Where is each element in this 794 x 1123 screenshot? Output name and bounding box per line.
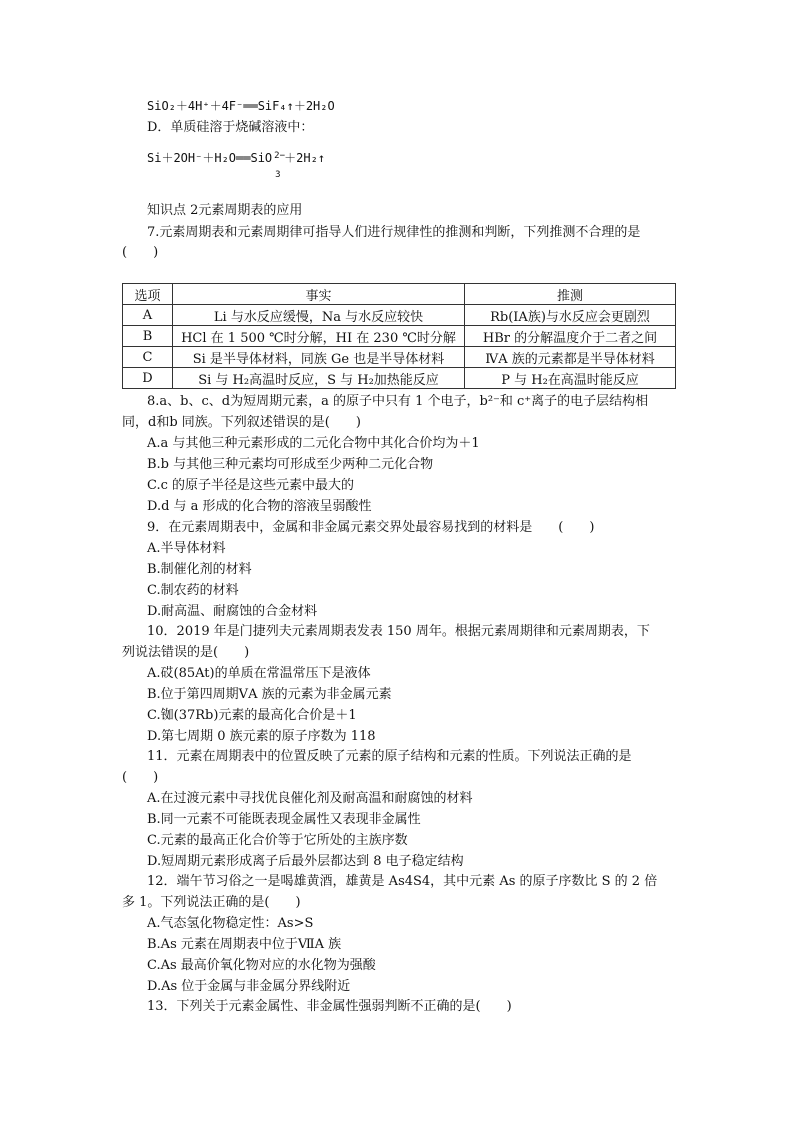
q11-stem-line2: ( ) — [122, 770, 159, 785]
q12-option-d: D.As 位于金属与非金属分界线附近 — [147, 979, 351, 994]
q9-stem-line1: 9．在元素周期表中，金属和非金属元素交界处最容易找到的材料是 ( ) — [147, 520, 595, 535]
table-row — [123, 305, 676, 326]
equation-d — [147, 150, 326, 180]
q11-option-d: D.短周期元素形成离子后最外层都达到 8 电子稳定结构 — [147, 854, 464, 869]
q8-stem-line1: 8.a、b、c、d为短周期元素，a 的原子中只有 1 个电子，b²⁻和 c⁺离子的电子层结构相 — [147, 394, 649, 409]
option-d-text: D．单质硅溶于烧碱溶液中： — [147, 120, 314, 135]
q10-option-c: C.铷(37Rb)元素的最高化合价是＋1 — [147, 708, 357, 723]
q9-option-c: C.制农药的材料 — [147, 583, 239, 598]
table-cell: B — [123, 326, 173, 347]
q11-stem-line1: 11．元素在周期表中的位置反映了元素的原子结构和元素的性质。下列说法正确的是 — [147, 749, 632, 764]
q13-stem-line1: 13．下列关于元素金属性、非金属性强弱判断不正确的是( ) — [147, 999, 512, 1014]
q8-option-c: C.c 的原子半径是这些元素中最大的 — [147, 478, 355, 493]
equation-d-right: ＋2H₂↑ — [284, 151, 326, 165]
section-title: 知识点 2元素周期表的应用 — [147, 203, 303, 218]
table-cell: Si 与 H₂高温时反应，S 与 H₂加热能反应 — [173, 368, 465, 389]
q12-stem-line1: 12．端午节习俗之一是喝雄黄酒，雄黄是 As4S4，其中元素 As 的原子序数比 S 的 2 倍 — [147, 874, 658, 889]
q7-stem-line1: 7.元素周期表和元素周期律可指导人们进行规律性的推测和判断，下列推测不合理的是 — [147, 225, 641, 240]
equation-c: SiO₂＋4H⁺＋4F⁻══SiF₄↑＋2H₂O — [147, 99, 335, 113]
equation-d-sub: 3 — [275, 170, 281, 180]
q8-option-d: D.d 与 a 形成的化合物的溶液呈弱酸性 — [147, 499, 372, 514]
q10-option-d: D.第七周期 0 族元素的原子序数为 118 — [147, 729, 376, 744]
q11-option-b: B.同一元素不可能既表现金属性又表现非金属性 — [147, 812, 421, 827]
table-cell: P 与 H₂在高温时能反应 — [465, 368, 676, 389]
equation-d-sup: 2− — [274, 151, 285, 161]
q8-option-b: B.b 与其他三种元素均可形成至少两种二元化合物 — [147, 457, 434, 472]
table-cell: Li 与水反应缓慢，Na 与水反应较快 — [173, 305, 465, 326]
q10-option-a: A.砹(85At)的单质在常温常压下是液体 — [147, 666, 371, 681]
table-row — [123, 326, 676, 347]
q12-option-c: C.As 最高价氧化物对应的水化物为强酸 — [147, 958, 376, 973]
q11-option-a: A.在过渡元素中寻找优良催化剂及耐高温和耐腐蚀的材料 — [147, 791, 473, 806]
q7-stem-line2: ( ) — [122, 245, 159, 260]
q9-option-a: A.半导体材料 — [147, 541, 226, 556]
equation-d-left: Si＋2OH⁻＋H₂O══SiO — [147, 151, 273, 165]
q8-stem-line2: 同，d和b 同族。下列叙述错误的是( ) — [122, 415, 361, 430]
table-cell: HCl 在 1 500 ℃时分解，HI 在 230 ℃时分解 — [173, 326, 465, 347]
q10-option-b: B.位于第四周期ⅤA 族的元素为非金属元素 — [147, 687, 392, 702]
q8-option-a: A.a 与其他三种元素形成的二元化合物中其化合价均为＋1 — [147, 436, 480, 451]
q12-stem-line2: 多 1。下列说法正确的是( ) — [122, 895, 301, 910]
table-cell: D — [123, 368, 173, 389]
q12-option-b: B.As 元素在周期表中位于ⅦA 族 — [147, 937, 342, 952]
table-header-cell: 选项 — [123, 284, 173, 305]
table-header-cell: 事实 — [173, 284, 465, 305]
table-header-row — [123, 284, 676, 305]
table-cell: Rb(ⅠA族)与水反应会更剧烈 — [465, 305, 676, 326]
table-cell: A — [123, 305, 173, 326]
q9-option-d: D.耐高温、耐腐蚀的合金材料 — [147, 604, 318, 619]
table-cell: Si 是半导体材料，同族 Ge 也是半导体材料 — [173, 347, 465, 368]
q11-option-c: C.元素的最高正化合价等于它所处的主族序数 — [147, 833, 408, 848]
q10-stem-line2: 列说法错误的是( ) — [122, 645, 250, 660]
table-header-cell: 推测 — [465, 284, 676, 305]
table-row — [123, 368, 676, 389]
q12-option-a: A.气态氢化物稳定性：As>S — [147, 916, 314, 931]
q10-stem-line1: 10．2019 年是门捷列夫元素周期表发表 150 周年。根据元素周期律和元素周期表，下 — [147, 624, 650, 639]
q9-option-b: B.制催化剂的材料 — [147, 562, 252, 577]
table-cell: ⅣA 族的元素都是半导体材料 — [465, 347, 676, 368]
table-cell: C — [123, 347, 173, 368]
table-row — [123, 347, 676, 368]
table-cell: HBr 的分解温度介于二者之间 — [465, 326, 676, 347]
q7-table — [122, 283, 676, 389]
